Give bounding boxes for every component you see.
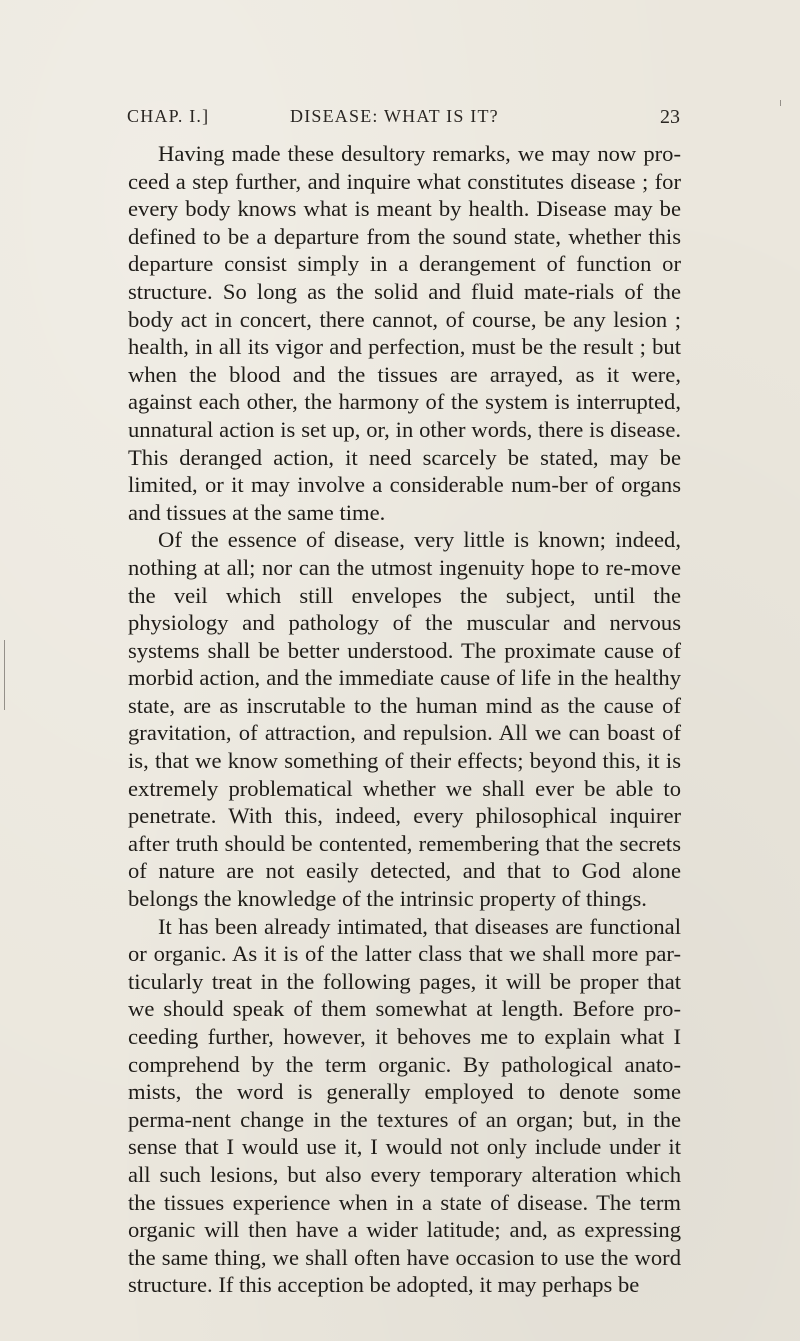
paragraph-2: Of the essence of disease, very little is known; indeed, nothing at all; nor can the utmost ingenuity hope to re-move the veil which still envelopes the subject, until the physiology and pathology of the muscular and nervous systems shall be better understood. The proximate cause of morbid action, and the immediate cause of life in the healthy state, are as inscrutable to the human mind as the cause of gravitation, of attraction, and repulsion. All we can boast of is, that we know something of their effects; beyond this, it is extremely problematical whether we shall ever be able to penetrate. With this, indeed, every philosophical inquirer after truth should be contented, remembering that the secrets of nature are not easily detected, and that to God alone belongs the knowledge of the intrinsic property of things. <box>128 527 681 912</box>
margin-mark-right <box>780 100 781 106</box>
body-text <box>128 140 681 1340</box>
chapter-label: CHAP. I.] <box>127 106 210 126</box>
page-title: DISEASE: WHAT IS IT? <box>290 106 499 126</box>
running-head <box>127 106 680 134</box>
margin-mark <box>4 640 5 710</box>
page-number: 23 <box>660 106 680 128</box>
paragraph-1: Having made these desultory remarks, we may now pro-ceed a step further, and inquire what constitutes disease ; for every body knows what is meant by health. Disease may be defined to be a departure from the sound state, whether this departure consist simply in a derangement of function or structure. So long as the solid and fluid mate-rials of the body act in concert, there cannot, of course, be any lesion ; health, in all its vigor and perfection, must be the result ; but when the blood and the tissues are arrayed, as it were, against each other, the harmony of the system is interrupted, unnatural action is set up, or, in other words, there is disease. This deranged action, it need scarcely be stated, may be limited, or it may involve a considerable num-ber of organs and tissues at the same time. <box>128 141 681 525</box>
paragraph-3: It has been already intimated, that diseases are functional or organic. As it is of the latter class that we shall more par-ticularly treat in the following pages, it will be proper that we should speak of them somewhat at length. Before pro-ceeding further, however, it behoves me to explain what I comprehend by the term organic. By pathological anato-mists, the word is generally employed to denote some perma-nent change in the textures of an organ; but, in the sense that I would use it, I would not only include under it all such lesions, but also every temporary alteration which the tissues experience when in a state of disease. The term organic will then have a wider latitude; and, as expressing the same thing, we shall often have occasion to use the word structure. If this acception be adopted, it may perhaps be <box>128 913 681 1298</box>
